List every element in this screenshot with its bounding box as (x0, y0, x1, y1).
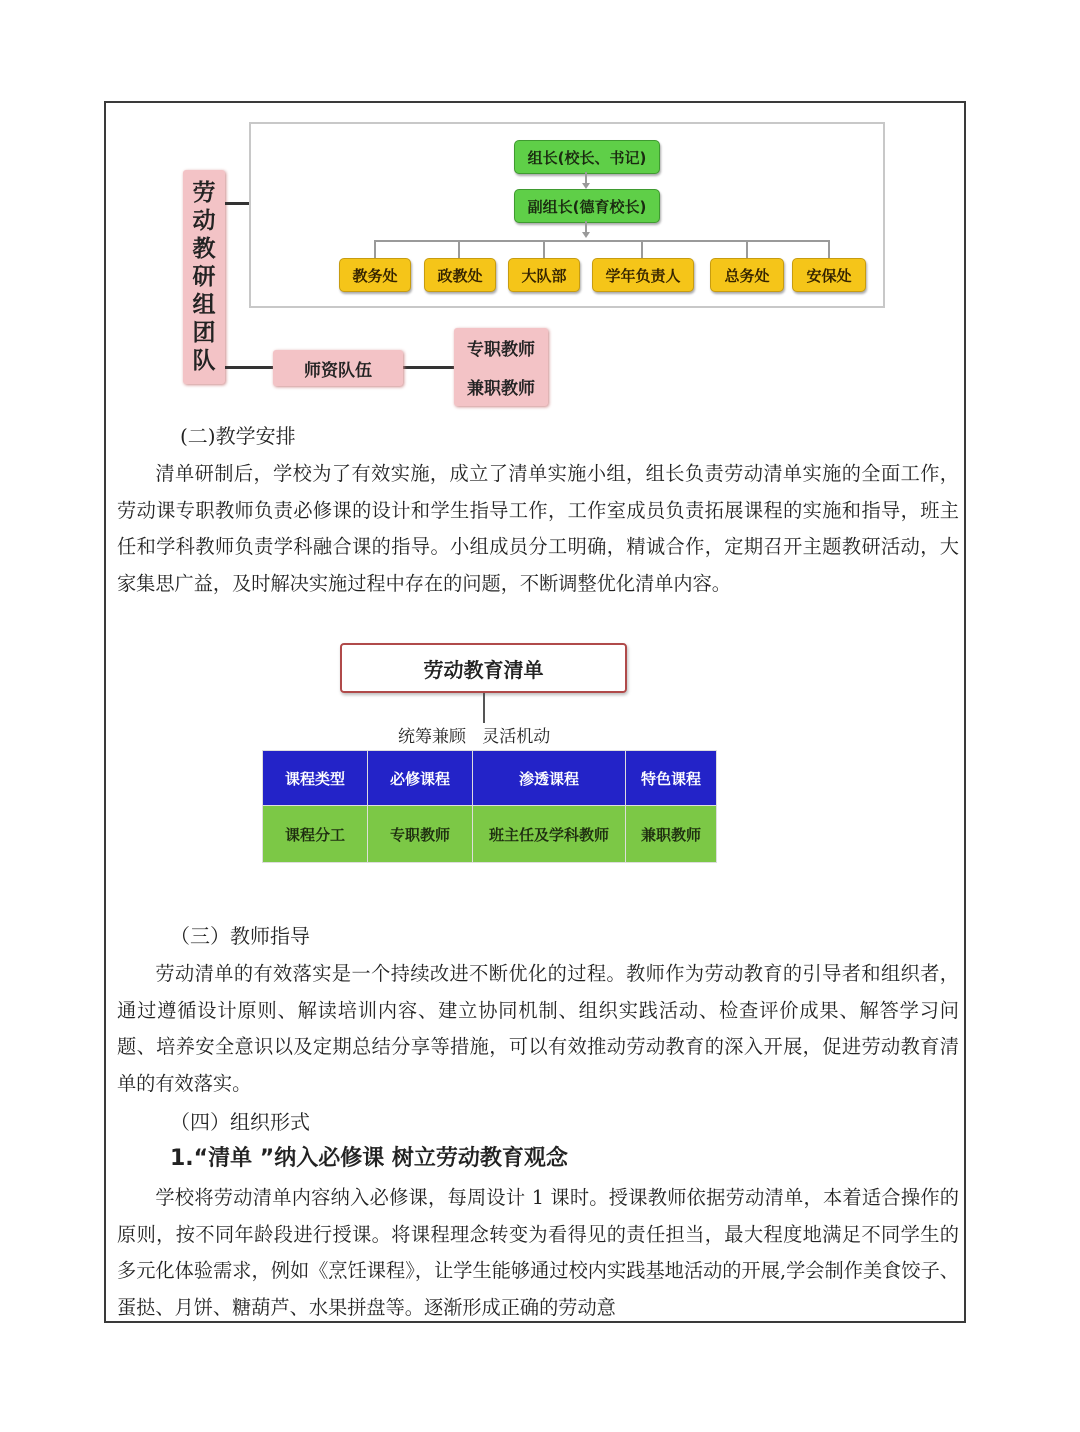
section-heading: (二)教学安排 (180, 424, 296, 448)
team-title-char: 团 (192, 320, 216, 346)
paragraph-text: 劳动清单的有效落实是一个持续改进不断优化的过程。教师作为劳动教育的引导者和组织者，通过遵循设计原则、解读培训内容、建立协同机制、组织实践活动、检查评价成果、解答学习问题、培养安全意识以及定期总结分享等措施，可以有效推动劳动教育的深入开展，促进劳动教育清单的有效落实。 (117, 962, 959, 1095)
subheading: 1.“清单 ”纳入必修课 树立劳动教育观念 (170, 1146, 568, 1171)
connector-line (458, 240, 460, 258)
table-cell: 特色课程 (626, 751, 717, 806)
connector-line (402, 366, 454, 369)
table-header-row (263, 751, 717, 806)
staff-type: 兼职教师 (467, 379, 535, 399)
team-title-char: 组 (192, 292, 216, 318)
team-title-char: 动 (192, 208, 216, 234)
staff-label: 师资队伍 (273, 350, 403, 386)
table-cell: 渗透课程 (473, 751, 626, 806)
paragraph (117, 1180, 959, 1326)
department-box: 政教处 (424, 258, 496, 292)
department-box: 教务处 (339, 258, 411, 292)
curriculum-table (262, 750, 717, 863)
department-box: 大队部 (508, 258, 580, 292)
table-cell: 专职教师 (368, 806, 473, 863)
table-cell: 课程类型 (263, 751, 368, 806)
department-box: 安保处 (792, 258, 866, 292)
department-box: 学年负责人 (592, 258, 694, 292)
leader-box: 组长(校长、书记) (514, 140, 660, 174)
list-title: 劳动教育清单 (340, 643, 627, 693)
arrow-down-icon (582, 232, 590, 238)
table-row (263, 806, 717, 863)
paragraph (117, 956, 959, 1102)
connector-line (828, 240, 830, 258)
team-title-char: 队 (192, 348, 216, 374)
team-title-char: 教 (192, 236, 216, 262)
staff-type: 专职教师 (467, 340, 535, 360)
table-cell: 课程分工 (263, 806, 368, 863)
table-cell: 必修课程 (368, 751, 473, 806)
connector-line (225, 366, 273, 369)
connector-line (374, 240, 830, 242)
team-title-char: 劳 (192, 180, 216, 206)
connector-line (483, 693, 485, 723)
paragraph (117, 456, 959, 602)
team-title-char: 研 (192, 264, 216, 290)
section-heading: （三）教师指导 (170, 924, 310, 948)
connector-line (641, 240, 643, 258)
connector-line (543, 240, 545, 258)
connector-line (746, 240, 748, 258)
table-cell: 班主任及学科教师 (473, 806, 626, 863)
paragraph-text: 学校将劳动清单内容纳入必修课，每周设计 1 课时。授课教师依据劳动清单，本着适合操作的原则，按不同年龄段进行授课。将课程理念转变为看得见的责任担当，最大程度地满足不同学生的多元化体验需求，例如《烹饪课程》，让学生能够通过校内实践基地活动的开展,学会制作美食饺子、蛋挞、月饼、糖葫芦、水果拼盘等。逐渐形成正确的劳动意 (117, 1186, 959, 1319)
department-box: 总务处 (710, 258, 784, 292)
connector-line (374, 240, 376, 258)
table-cell: 兼职教师 (626, 806, 717, 863)
list-caption: 统筹兼顾 灵活机动 (398, 727, 551, 747)
section-heading: （四）组织形式 (170, 1110, 310, 1134)
team-title (183, 170, 225, 384)
deputy-box: 副组长(德育校长) (514, 189, 660, 223)
staff-types-box (454, 328, 548, 406)
paragraph-text: 清单研制后，学校为了有效实施，成立了清单实施小组，组长负责劳动清单实施的全面工作，劳动课专职教师负责必修课的设计和学生指导工作，工作室成员负责拓展课程的实施和指导，班主任和学科教师负责学科融合课的指导。小组成员分工明确，精诚合作，定期召开主题教研活动，大家集思广益，及时解决实施过程中存在的问题，不断调整优化清单内容。 (117, 462, 959, 595)
